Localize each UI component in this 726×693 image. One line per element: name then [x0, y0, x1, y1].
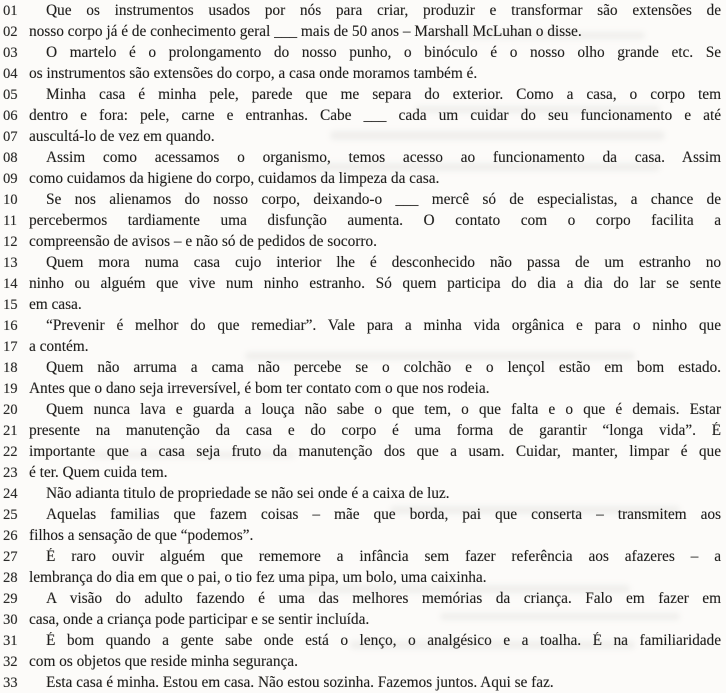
text-line: [0, 548, 726, 569]
line-number: 06: [3, 108, 18, 124]
line-number: 31: [3, 633, 18, 649]
line-text: com os objetos que reside minha segurança.: [29, 653, 298, 670]
line-number: 14: [3, 276, 18, 292]
text-line: [0, 443, 726, 464]
line-text: casa, onde a criança pode participar e se sentir incluída.: [29, 611, 370, 628]
text-line: [0, 212, 726, 233]
line-text: como cuidamos da higiene do corpo, cuidamos da limpeza da casa.: [29, 170, 440, 187]
line-number: 29: [3, 591, 18, 607]
line-text: a contém.: [29, 338, 89, 355]
text-line: [0, 170, 726, 191]
line-text: importante que a casa seja fruto da manutenção dos que a usam. Cuidar, manter, limpar é que: [29, 443, 721, 460]
line-text: Se nos alienamos do nosso corpo, deixando-o ___ mercê só de especialistas, a chance de: [46, 191, 721, 208]
text-line: [0, 590, 726, 611]
line-number: 12: [3, 234, 18, 250]
line-text: Minha casa é minha pele, parede que me separa do exterior. Como a casa, o corpo tem: [46, 86, 721, 103]
text-line: [0, 674, 726, 693]
line-number: 17: [3, 339, 18, 355]
line-number: 16: [3, 318, 18, 334]
line-text: Aquelas familias que fazem coisas – mãe que borda, pai que conserta – transmitem aos: [46, 506, 721, 523]
line-text: Quem não arruma a cama não percebe se o colchão e o lençol estão em bom estado.: [46, 359, 721, 376]
line-text: A visão do adulto fazendo é uma das melhores memórias da criança. Falo em fazer em: [46, 590, 721, 607]
line-text: Que os instrumentos usados por nós para criar, produzir e transformar são extensões de: [46, 2, 721, 19]
line-text: “Prevenir é melhor do que remediar”. Vale para a minha vida orgânica e para o ninho que: [46, 317, 721, 334]
line-number: 15: [3, 297, 18, 313]
line-text: Antes que o dano seja irreversível, é bom ter contato com o que nos rodeia.: [29, 380, 490, 397]
numbered-text-lines: [0, 2, 726, 693]
line-number: 11: [3, 213, 17, 229]
line-number: 28: [3, 570, 18, 586]
text-line: [0, 422, 726, 443]
text-line: [0, 611, 726, 632]
line-text: Não adianta titulo de propriedade se não sei onde é a caixa de luz.: [46, 485, 450, 502]
text-line: [0, 401, 726, 422]
line-text: ninho ou alguém que vive num ninho estranho. Só quem participa do dia a dia do lar se sente: [29, 275, 721, 292]
line-number: 23: [3, 465, 18, 481]
line-number: 07: [3, 129, 18, 145]
text-line: [0, 569, 726, 590]
text-line: [0, 23, 726, 44]
line-text: Quem nunca lava e guarda a louça não sabe o que tem, o que falta e o que é demais. Estar: [46, 401, 721, 418]
line-number: 10: [3, 192, 18, 208]
text-line: [0, 359, 726, 380]
line-text: É raro ouvir alguém que rememore a infância sem fazer referência aos afazeres – a: [46, 548, 721, 565]
text-line: [0, 380, 726, 401]
line-text: auscultá-lo de vez em quando.: [29, 128, 215, 145]
text-line: [0, 254, 726, 275]
text-line: [0, 527, 726, 548]
line-number: 03: [3, 45, 18, 61]
text-line: [0, 506, 726, 527]
text-line: [0, 275, 726, 296]
line-text: percebermos tardiamente uma disfunção aumenta. O contato com o corpo facilita a: [29, 212, 721, 229]
line-text: presente na manutenção da casa e do corpo é uma forma de garantir “longa vida”. É: [29, 422, 721, 439]
line-number: 24: [3, 486, 18, 502]
line-number: 19: [3, 381, 18, 397]
line-number: 26: [3, 528, 18, 544]
line-number: 09: [3, 171, 18, 187]
text-line: [0, 485, 726, 506]
line-number: 27: [3, 549, 18, 565]
line-text: lembrança do dia em que o pai, o tio fez uma pipa, um bolo, uma caixinha.: [29, 569, 487, 586]
line-number: 32: [3, 654, 18, 670]
text-line: [0, 296, 726, 317]
text-line: [0, 86, 726, 107]
line-text: é ter. Quem cuida tem.: [29, 464, 168, 481]
line-text: dentro e fora: pele, carne e entranhas. Cabe ___ cada um cuidar do seu funcionamento e até: [29, 107, 721, 124]
line-text: É bom quando a gente sabe onde está o lenço, o analgésico e a toalha. É na familiaridade: [46, 632, 721, 649]
line-number: 13: [3, 255, 18, 271]
line-text: compreensão de avisos – e não só de pedidos de socorro.: [29, 233, 377, 250]
text-line: [0, 317, 726, 338]
text-line: [0, 632, 726, 653]
text-line: [0, 191, 726, 212]
text-line: [0, 107, 726, 128]
text-line: [0, 128, 726, 149]
line-number: 04: [3, 66, 18, 82]
line-text: os instrumentos são extensões do corpo, a casa onde moramos também é.: [29, 65, 478, 82]
text-line: [0, 65, 726, 86]
line-number: 08: [3, 150, 18, 166]
line-number: 05: [3, 87, 18, 103]
text-line: [0, 653, 726, 674]
line-number: 02: [3, 24, 18, 40]
text-line: [0, 149, 726, 170]
text-line: [0, 44, 726, 65]
line-text: Assim como acessamos o organismo, temos acesso ao funcionamento da casa. Assim: [46, 149, 721, 166]
line-number: 30: [3, 612, 18, 628]
text-line: [0, 233, 726, 254]
line-number: 18: [3, 360, 18, 376]
line-text: filhos a sensação de que “podemos”.: [29, 527, 254, 544]
text-line: [0, 464, 726, 485]
line-number: 20: [3, 402, 18, 418]
line-text: Quem mora numa casa cujo interior lhe é desconhecido não passa de um estranho no: [46, 254, 721, 271]
line-number: 33: [3, 675, 18, 691]
line-text: em casa.: [29, 296, 82, 313]
line-number: 25: [3, 507, 18, 523]
text-line: [0, 338, 726, 359]
line-text: nosso corpo já é de conhecimento geral ___ mais de 50 anos – Marshall McLuhan o disse.: [29, 23, 582, 40]
line-number: 01: [3, 3, 18, 19]
line-text: O martelo é o prolongamento do nosso punho, o binóculo é o nosso olho grande etc. Se: [46, 44, 721, 61]
line-number: 21: [3, 423, 18, 439]
line-text: Esta casa é minha. Estou em casa. Não estou sozinha. Fazemos juntos. Aqui se faz.: [46, 674, 554, 691]
line-number: 22: [3, 444, 18, 460]
text-line: [0, 2, 726, 23]
